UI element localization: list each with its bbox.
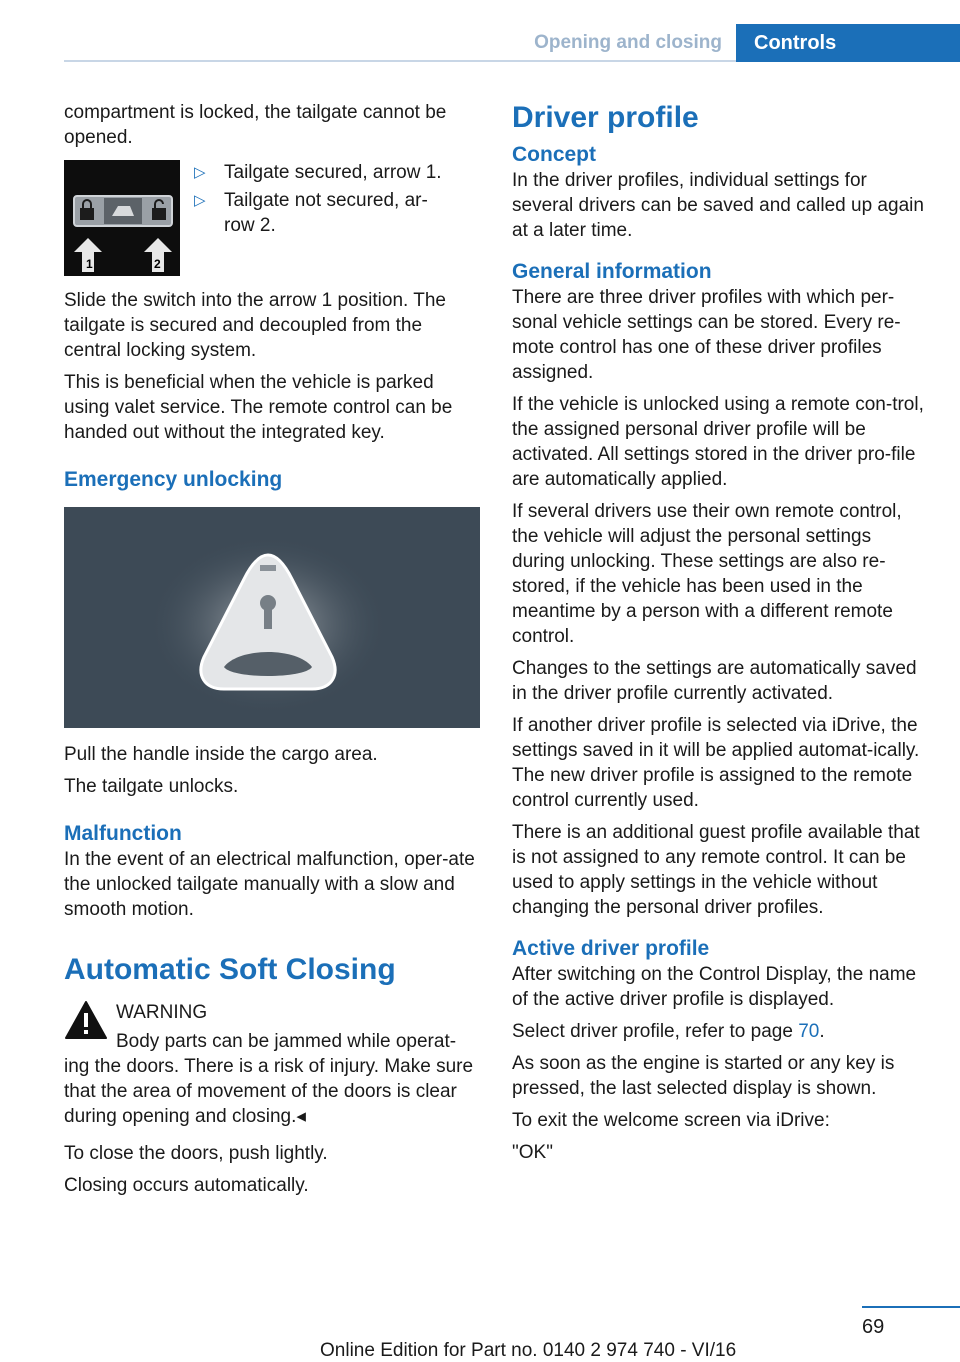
intro-text: compartment is locked, the tailgate cannot be opened. — [64, 102, 447, 148]
list-item — [194, 160, 442, 185]
emergency-unlocking-heading: Emergency unlocking — [64, 468, 283, 491]
general-info-heading: General information — [512, 260, 712, 283]
tailgate-switch-row — [64, 160, 480, 276]
list-item-text: Tailgate not secured, ar- row 2. — [224, 190, 428, 236]
active-profile-text-2: As soon as the engine is started or any key is pressed, the last selected display is shown. — [512, 1053, 895, 1099]
arrow-1-label: 1 — [86, 257, 93, 271]
chapter-tab[interactable]: Controls — [736, 24, 960, 62]
ok-text: "OK" — [512, 1142, 553, 1163]
warning-text: ing the doors. There is a risk of injury. Make sure that the area of movement of the doors is clear during opening and closing.◂ — [64, 1056, 474, 1127]
right-column — [512, 100, 928, 1172]
triangle-bullet-icon: ▷ — [194, 164, 206, 181]
list-item-text: Tailgate secured, arrow 1. — [224, 162, 442, 183]
general-info-text-3: If several drivers use their own remote control, the vehicle will adjust the personal settings during unlocking. These settings are also re-stored, if the vehicle has been used in the meantime by a person with a different remote control. — [512, 501, 902, 647]
closing-automatic-text: Closing occurs automatically. — [64, 1175, 309, 1196]
pull-handle-text: Pull the handle inside the cargo area. — [64, 744, 378, 765]
exit-welcome-text: To exit the welcome screen via iDrive: — [512, 1110, 830, 1131]
tailgate-status-list — [194, 160, 442, 241]
switch-paragraph: Slide the switch into the arrow 1 position. The tailgate is secured and decoupled from the central locking system. — [64, 290, 446, 361]
general-info-text-1: There are three driver profiles with which per-sonal vehicle settings can be stored. Every re-mote control has one of these driver profiles assigned. — [512, 287, 901, 383]
close-doors-text: To close the doors, push lightly. — [64, 1143, 328, 1164]
active-profile-text-1: After switching on the Control Display, the name of the active driver profile is displayed. — [512, 964, 917, 1010]
concept-text: In the driver profiles, individual settings for several drivers can be saved and called up again at a later time. — [512, 170, 924, 241]
general-info-text-5: If another driver profile is selected via iDrive, the settings saved in it will be applied automat-ically. The new driver profile is assigned to the remote control currently used. — [512, 715, 920, 811]
warning-label: WARNING — [116, 1002, 208, 1023]
edition-line: Online Edition for Part no. 0140 2 974 740 - VI/16 — [320, 1340, 737, 1361]
page-number: 69 — [862, 1316, 885, 1338]
malfunction-heading: Malfunction — [64, 822, 182, 845]
warning-triangle-icon — [64, 1000, 110, 1054]
general-info-text-6: There is an additional guest profile available that is not assigned to any remote control. It can be used to apply settings in the vehicle without changing the personal driver profiles. — [512, 822, 920, 918]
valet-paragraph: This is beneficial when the vehicle is parked using valet service. The remote control can be handed out without the integrated key. — [64, 372, 453, 443]
page-70-link[interactable]: 70 — [798, 1021, 820, 1042]
soft-closing-heading: Automatic Soft Closing — [64, 953, 396, 986]
warning-first-line: Body parts can be jammed while operat- — [116, 1031, 457, 1052]
select-profile-text — [512, 1019, 928, 1044]
concept-heading: Concept — [512, 143, 596, 166]
select-profile-suffix: . — [819, 1021, 825, 1042]
tailgate-switch-image — [64, 160, 180, 276]
driver-profile-heading: Driver profile — [512, 101, 699, 134]
active-profile-heading: Active driver profile — [512, 937, 710, 960]
tailgate-unlocks-text: The tailgate unlocks. — [64, 776, 239, 797]
list-item — [194, 188, 442, 238]
emergency-handle-image — [64, 507, 480, 728]
warning-block — [64, 1000, 480, 1054]
general-info-text-4: Changes to the settings are automatically saved in the driver profile currently activated. — [512, 658, 917, 704]
footer-rule — [862, 1306, 960, 1308]
general-info-text-2: If the vehicle is unlocked using a remote con-trol, the assigned personal driver profile will be activated. All settings stored in the driver pro-file are automatically applied. — [512, 394, 924, 490]
malfunction-text: In the event of an electrical malfunction, oper-ate the unlocked tailgate manually with a slow and smooth motion. — [64, 849, 475, 920]
arrow-2-label: 2 — [154, 257, 161, 271]
triangle-bullet-icon: ▷ — [194, 192, 206, 209]
left-column — [64, 100, 480, 1205]
select-profile-prefix: Select driver profile, refer to page — [512, 1021, 799, 1042]
section-tab[interactable]: Opening and closing — [534, 32, 722, 53]
